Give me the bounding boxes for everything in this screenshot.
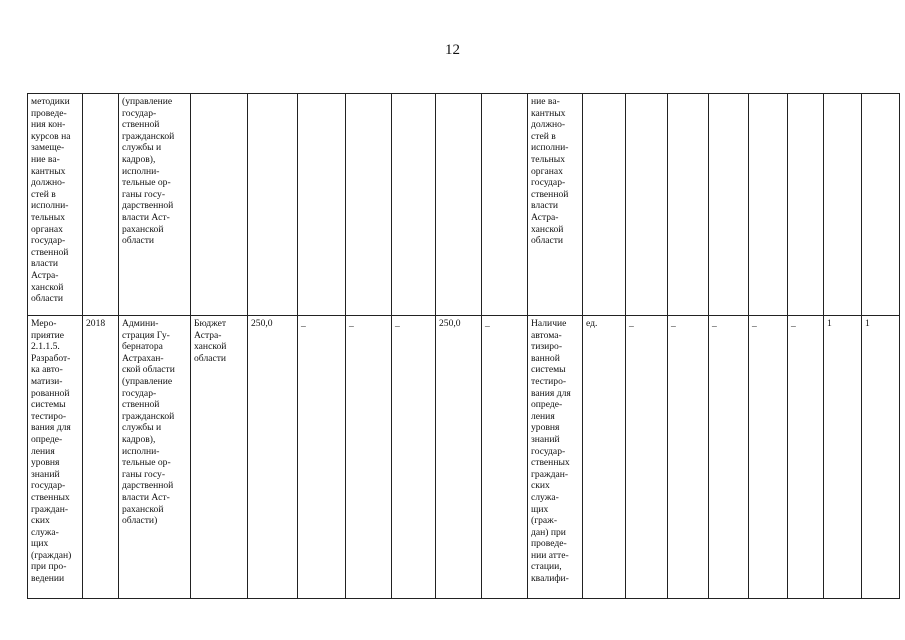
amount-cell: _ bbox=[298, 316, 346, 599]
amount-cell: 250,0 bbox=[436, 316, 482, 599]
indicator-value-cell bbox=[749, 94, 788, 316]
unit-cell: ед. bbox=[583, 316, 626, 599]
amount-cell bbox=[392, 94, 436, 316]
executor-cell: (управление государ- ственной гражданской службы и кадров), исполни- тельные ор- ганы госу- дарственной власти Аст- раханской области bbox=[119, 94, 191, 316]
page-number: 12 bbox=[445, 42, 460, 58]
amount-cell: _ bbox=[346, 316, 392, 599]
amount-cell: _ bbox=[392, 316, 436, 599]
indicator-value-cell: _ bbox=[626, 316, 668, 599]
program-activities-table bbox=[27, 93, 900, 599]
indicator-value-cell: _ bbox=[749, 316, 788, 599]
indicator-value-cell bbox=[788, 94, 824, 316]
indicator-value-cell bbox=[862, 94, 900, 316]
indicator-value-cell: _ bbox=[709, 316, 749, 599]
indicator-cell: Наличие автома- тизиро- ванной системы тестиро- вания для опреде- ления уровня знаний государ- ственных граждан- ских служа- щих (граж- дан) при проведе- нии атте- стации, квалифи- bbox=[528, 316, 583, 599]
indicator-value-cell: 1 bbox=[862, 316, 900, 599]
year-cell bbox=[83, 94, 119, 316]
amount-cell bbox=[346, 94, 392, 316]
year-cell: 2018 bbox=[83, 316, 119, 599]
indicator-value-cell: _ bbox=[788, 316, 824, 599]
amount-cell bbox=[298, 94, 346, 316]
table-row bbox=[28, 94, 900, 316]
amount-total-cell: 250,0 bbox=[248, 316, 298, 599]
amount-cell: _ bbox=[482, 316, 528, 599]
indicator-value-cell bbox=[626, 94, 668, 316]
indicator-value-cell: 1 bbox=[824, 316, 862, 599]
activity-name-cell: методики проведе- ния кон- курсов на замеще- ние ва- кантных должно- стей в исполни- тельных органах государ- ственной власти Астра- ханской области bbox=[28, 94, 83, 316]
amount-cell bbox=[482, 94, 528, 316]
table-row bbox=[28, 316, 900, 599]
funding-source-cell bbox=[191, 94, 248, 316]
indicator-value-cell bbox=[668, 94, 709, 316]
funding-source-cell: Бюджет Астра- ханской области bbox=[191, 316, 248, 599]
executor-cell: Админи- страция Гу- бернатора Астрахан- ской области (управление государ- ственной гражданской службы и кадров), исполни- тельные ор- ганы госу- дарственной власти Аст- раханской области) bbox=[119, 316, 191, 599]
activity-name-cell: Меро- приятие 2.1.1.5. Разработ- ка авто- матизи- рованной системы тестиро- вания для опреде- ления уровня знаний государ- ственных граждан- ских служа- щих (граждан) при про- ведении bbox=[28, 316, 83, 599]
amount-total-cell bbox=[248, 94, 298, 316]
indicator-value-cell bbox=[709, 94, 749, 316]
unit-cell bbox=[583, 94, 626, 316]
indicator-cell: ние ва- кантных должно- стей в исполни- тельных органах государ- ственной власти Астра- ханской области bbox=[528, 94, 583, 316]
indicator-value-cell bbox=[824, 94, 862, 316]
amount-cell bbox=[436, 94, 482, 316]
indicator-value-cell: _ bbox=[668, 316, 709, 599]
